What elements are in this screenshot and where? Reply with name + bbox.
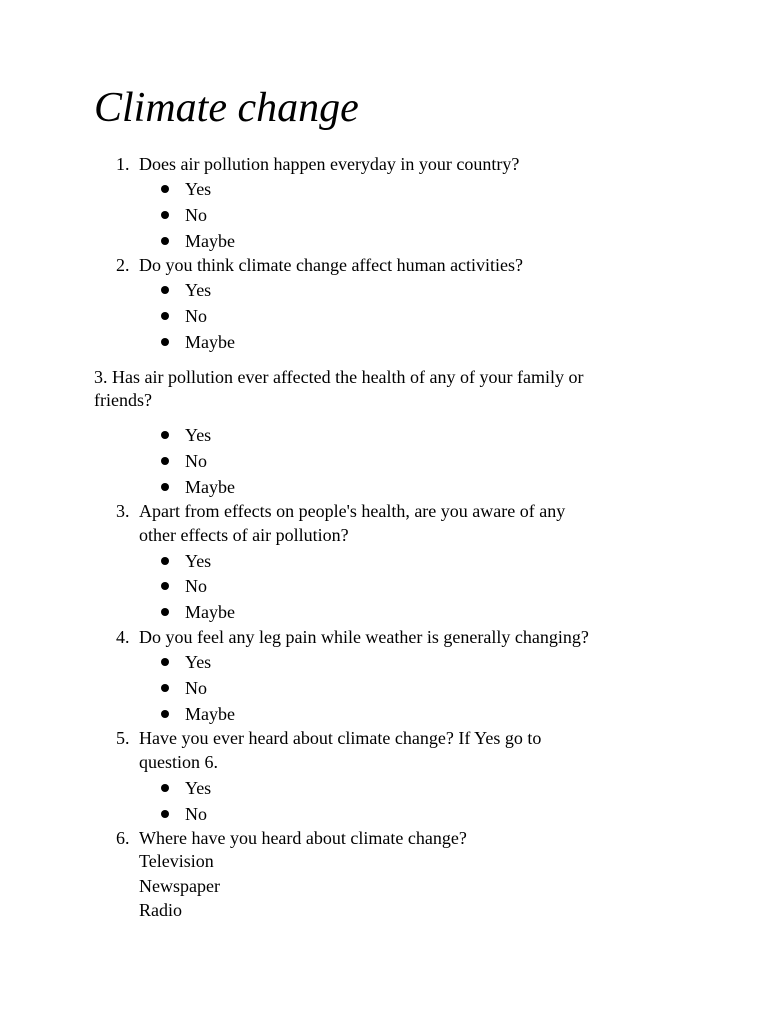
- answer-option: No: [185, 306, 207, 326]
- question-text: Where have you heard about climate change?: [139, 828, 467, 848]
- bullet-icon: [161, 784, 169, 792]
- bullet-icon: [161, 237, 169, 245]
- question-text: Have you ever heard about climate change? If Yes go to: [139, 728, 542, 748]
- answer-option: No: [185, 678, 207, 698]
- answer-option: Yes: [185, 425, 212, 445]
- question-text: friends?: [94, 390, 152, 410]
- question-text: other effects of air pollution?: [139, 525, 349, 545]
- source-option: Newspaper: [139, 876, 220, 896]
- answer-option: Maybe: [185, 332, 235, 352]
- bullet-icon: [161, 658, 169, 666]
- bullet-icon: [161, 608, 169, 616]
- question-text: Does air pollution happen everyday in your country?: [139, 154, 520, 174]
- bullet-icon: [161, 582, 169, 590]
- question-text: Do you think climate change affect human activities?: [139, 255, 524, 275]
- source-option: Television: [139, 851, 214, 871]
- bullet-icon: [161, 457, 169, 465]
- bullet-icon: [161, 557, 169, 565]
- answer-option: Maybe: [185, 231, 235, 251]
- answer-option: Maybe: [185, 704, 235, 724]
- answer-option: Maybe: [185, 477, 235, 497]
- answer-option: Maybe: [185, 602, 235, 622]
- answer-option: Yes: [185, 280, 212, 300]
- answer-option: Yes: [185, 551, 212, 571]
- question-number: 4.: [116, 627, 130, 647]
- answer-option: No: [185, 451, 207, 471]
- bullet-icon: [161, 810, 169, 818]
- answer-option: Yes: [185, 652, 212, 672]
- bullet-icon: [161, 338, 169, 346]
- question-text: question 6.: [139, 752, 218, 772]
- question-number: 1.: [116, 154, 130, 174]
- bullet-icon: [161, 312, 169, 320]
- bullet-icon: [161, 710, 169, 718]
- question-text: 3. Has air pollution ever affected the health of any of your family or: [94, 367, 584, 387]
- bullet-icon: [161, 684, 169, 692]
- answer-option: Yes: [185, 179, 212, 199]
- bullet-icon: [161, 211, 169, 219]
- bullet-icon: [161, 286, 169, 294]
- bullet-icon: [161, 185, 169, 193]
- question-text: Apart from effects on people's health, are you aware of any: [139, 501, 566, 521]
- answer-option: Yes: [185, 778, 212, 798]
- answer-option: No: [185, 205, 207, 225]
- question-number: 3.: [116, 501, 130, 521]
- answer-option: No: [185, 804, 207, 824]
- answer-option: No: [185, 576, 207, 596]
- bullet-icon: [161, 483, 169, 491]
- question-number: 2.: [116, 255, 130, 275]
- bullet-icon: [161, 431, 169, 439]
- question-number: 6.: [116, 828, 130, 848]
- source-option: Radio: [139, 900, 182, 920]
- question-text: Do you feel any leg pain while weather is generally changing?: [139, 627, 589, 647]
- document-title: Climate change: [94, 85, 359, 131]
- question-number: 5.: [116, 728, 130, 748]
